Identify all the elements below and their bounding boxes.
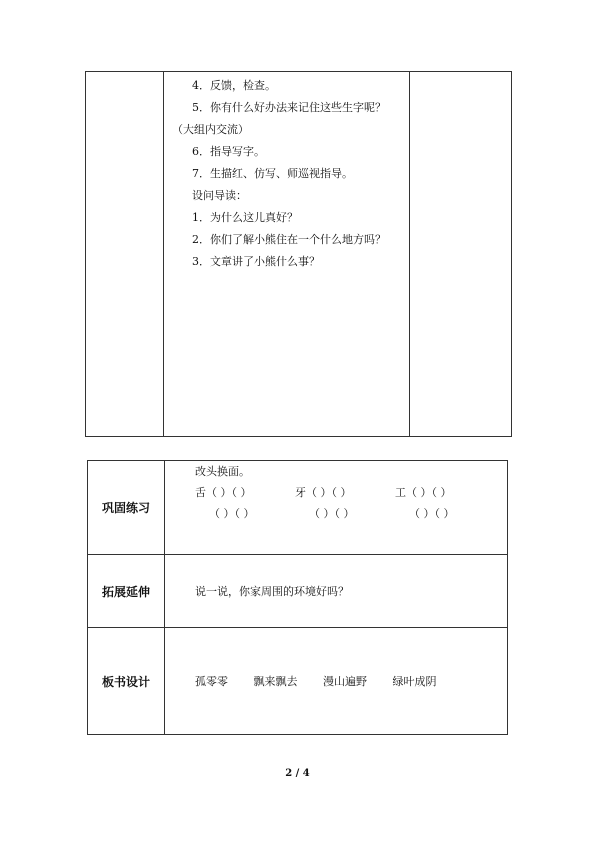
board-content <box>165 628 508 735</box>
page-number: 2 / 4 <box>285 768 310 779</box>
board-word: 绿叶成阴 <box>392 675 437 688</box>
lesson-steps-table <box>85 71 512 437</box>
step-line: 7．生描红、仿写、师巡视指导。 <box>192 167 353 180</box>
lesson-sections-table <box>87 460 508 735</box>
left-empty-cell <box>86 72 164 437</box>
practice-item: 工（ ）（ ） <box>395 486 452 499</box>
step-line: 设问导读： <box>192 189 247 202</box>
practice-intro: 改头换面。 <box>195 465 250 478</box>
practice-item: （ ）（ ） <box>309 507 355 520</box>
step-line: 4．反馈，检查。 <box>192 79 276 92</box>
board-label: 板书设计 <box>88 628 165 735</box>
extend-label: 拓展延伸 <box>88 555 165 628</box>
right-empty-cell <box>410 72 512 437</box>
extend-content: 说一说，你家周围的环境好吗？ <box>165 555 508 628</box>
practice-item: （ ）（ ） <box>209 507 255 520</box>
practice-item: （ ）（ ） <box>409 507 455 520</box>
step-line: 1．为什么这儿真好？ <box>192 211 298 224</box>
board-word: 孤零零 <box>195 675 228 688</box>
practice-row-2 <box>195 503 507 524</box>
steps-cell <box>164 72 410 437</box>
step-line: （大组内交流） <box>172 123 249 136</box>
step-line: 3．文章讲了小熊什么事？ <box>192 255 320 268</box>
board-word: 漫山遍野 <box>323 675 367 688</box>
practice-item: 舌（ ）（ ） <box>195 486 252 499</box>
step-line: 6．指导写字。 <box>192 145 265 158</box>
board-word: 飘来飘去 <box>253 675 298 688</box>
practice-item: 牙（ ）（ ） <box>295 486 352 499</box>
practice-row-1 <box>195 482 507 503</box>
practice-content <box>165 461 508 555</box>
step-line: 5．你有什么好办法来记住这些生字呢？ <box>192 101 386 114</box>
practice-label: 巩固练习 <box>88 461 165 555</box>
step-line: 2．你们了解小熊住在一个什么地方吗？ <box>192 233 386 246</box>
